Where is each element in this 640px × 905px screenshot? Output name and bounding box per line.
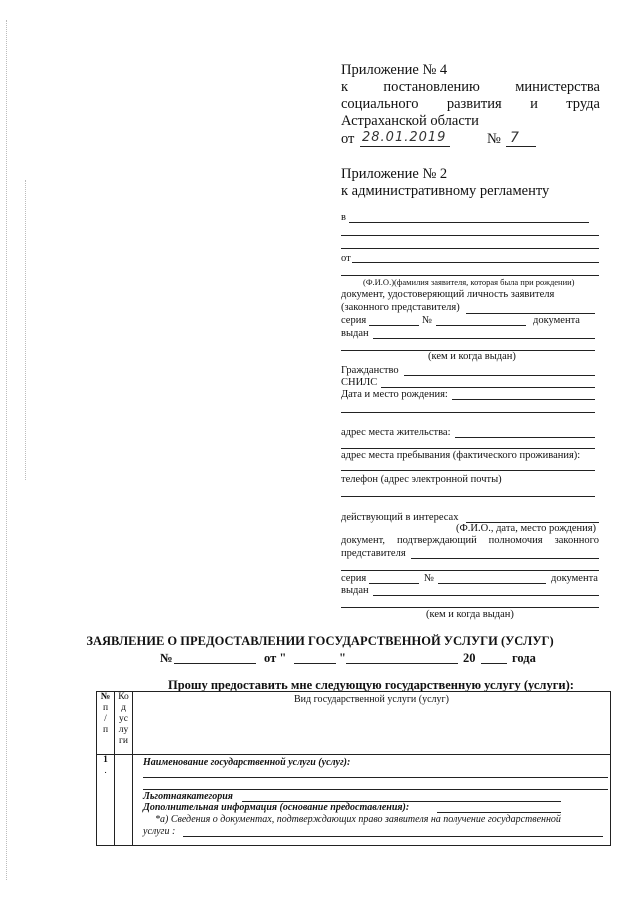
residence-field-line2[interactable] (341, 448, 595, 449)
phone-label: телефон (адрес электронной почты) (341, 474, 502, 485)
rep-label: (законного представителя) (341, 302, 460, 313)
number2-field[interactable] (438, 583, 546, 584)
series2-field[interactable] (369, 583, 419, 584)
from-label: от (341, 253, 351, 264)
extra-info-label: Дополнительная информация (основание предоставления): (143, 802, 410, 813)
word: развития (446, 96, 502, 112)
snils-label: СНИЛС (341, 377, 378, 388)
word: полномочия (488, 535, 543, 546)
docs-info-text-2: услуги : (143, 826, 176, 837)
annex2-subtitle: к административному регламенту (341, 183, 550, 199)
series2-label: серия (341, 573, 367, 584)
row-number-dot: . (104, 766, 107, 776)
application-from-label: от " (264, 651, 287, 665)
word: труда (566, 96, 600, 112)
phone-field[interactable] (341, 496, 595, 497)
application-day-field[interactable] (294, 663, 336, 664)
to-label: в (341, 212, 346, 223)
birth-label: Дата и место рождения: (341, 389, 448, 400)
application-title: ЗАЯВЛЕНИЕ О ПРЕДОСТАВЛЕНИИ ГОСУДАРСТВЕННОЙ УСЛУГИ (УСЛУГ) (86, 634, 554, 648)
col-code-char: ус (119, 714, 128, 724)
to-field-line2[interactable] (341, 235, 599, 236)
row-number: 1 (103, 755, 108, 765)
word: и (530, 96, 538, 112)
birth-field[interactable] (452, 399, 595, 400)
annex4-num-handwritten: 7 (510, 130, 520, 146)
col-code-char: д (121, 703, 126, 713)
row-service-cell (133, 755, 611, 846)
col-code-char: лу (118, 725, 129, 735)
word: министерства (515, 79, 600, 95)
service-name-label: Наименование государственной услуги (услуг): (143, 757, 351, 768)
benefit-label: Льготнаякатегория (143, 791, 233, 802)
stay-label: адрес места пребывания (фактического проживания): (341, 450, 581, 461)
representative-field-line2[interactable] (341, 570, 599, 571)
col-code-char: ги (119, 736, 128, 746)
number2-label: № (424, 573, 435, 584)
from-field-line2[interactable] (341, 275, 599, 276)
citizenship-label: Гражданство (341, 365, 399, 376)
col-code-char: Ко (118, 692, 129, 702)
application-year-field[interactable] (481, 663, 507, 664)
birth-field-line2[interactable] (341, 412, 595, 413)
word: к (341, 79, 349, 95)
service-name-field[interactable] (143, 777, 608, 778)
date-underline (360, 146, 450, 147)
issued2-field[interactable] (373, 595, 599, 596)
residence-field[interactable] (455, 437, 595, 438)
series-field[interactable] (369, 325, 419, 326)
issued2-hint: (кем и когда выдан) (426, 609, 514, 620)
docs-info-field[interactable] (183, 836, 603, 837)
stay-field[interactable] (341, 470, 595, 471)
request-text: Прошу предоставить мне следующую государственную услугу (услуги): (168, 678, 574, 692)
table-row (97, 755, 611, 846)
col-number-char: п (102, 725, 109, 735)
application-year-label: года (512, 651, 536, 665)
row-code-cell[interactable] (115, 755, 133, 846)
fio-hint: (Ф.И.О.)(фамилия заявителя, которая была при рождении) (363, 277, 575, 287)
representative-label: представителя (341, 548, 406, 559)
annex4-date-handwritten: 28.01.2019 (362, 130, 447, 145)
docs-info-text: *а) Сведения о документах, подтверждающих право заявителя на получение государственной (155, 814, 561, 825)
word: подтверждающий (396, 535, 477, 546)
application-num-field[interactable] (174, 663, 256, 664)
residence-label: адрес места жительства: (341, 427, 451, 438)
issued-field[interactable] (373, 338, 595, 339)
document2-label: документа (551, 573, 598, 584)
extra-info-field[interactable] (437, 812, 561, 813)
annex4-from-label: от (341, 131, 355, 147)
acting-label: действующий в интересах (341, 512, 459, 523)
annex4-line2 (341, 96, 600, 113)
annex4-title: Приложение № 4 (341, 62, 448, 78)
row-number-cell (97, 755, 115, 846)
issued-hint: (кем и когда выдан) (428, 351, 516, 362)
scan-edge-line (6, 20, 8, 880)
application-num-label: № (160, 651, 173, 665)
series-label: серия (341, 315, 367, 326)
annex4-line1 (341, 79, 600, 96)
issued2-label: выдан (341, 585, 369, 596)
col-code-header (115, 692, 133, 755)
word: законного (554, 535, 599, 546)
rep-field[interactable] (466, 313, 595, 314)
col-number-char: п (102, 703, 109, 713)
word: документ, (341, 535, 386, 546)
col-number-header (97, 692, 115, 755)
id-doc-label: документ, удостоверяющий личность заявителя (341, 289, 555, 300)
to-field[interactable] (349, 222, 589, 223)
to-field-line3[interactable] (341, 248, 599, 249)
application-quote: " (339, 651, 346, 665)
word: постановлению (383, 79, 480, 95)
annex4-line3: Астраханской области (341, 113, 479, 129)
col-number-char: № (100, 692, 111, 702)
scan-edge-line (25, 180, 27, 480)
service-name-field-line2[interactable] (143, 789, 608, 790)
number-label: № (422, 315, 433, 326)
word: социального (341, 96, 419, 112)
issued2-field-line2[interactable] (341, 607, 599, 608)
from-field[interactable] (352, 262, 599, 263)
services-table (96, 691, 611, 846)
acting-hint: (Ф.И.О., дата, место рождения) (456, 523, 597, 534)
document-label: документа (533, 315, 580, 326)
annex4-num-label: № (487, 131, 501, 147)
num-underline (506, 146, 536, 147)
number-field[interactable] (436, 325, 526, 326)
table-header-row (97, 692, 611, 755)
issued-label: выдан (341, 328, 369, 339)
doc-proof-line (341, 535, 599, 546)
snils-field[interactable] (381, 387, 595, 388)
col-service-header: Вид государственной услуги (услуг) (133, 692, 611, 755)
citizenship-field[interactable] (404, 375, 595, 376)
application-month-field[interactable] (346, 663, 458, 664)
representative-field[interactable] (411, 558, 599, 559)
annex2-title: Приложение № 2 (341, 166, 448, 182)
col-number-char: / (104, 714, 107, 724)
application-year-prefix: 20 (463, 651, 476, 665)
